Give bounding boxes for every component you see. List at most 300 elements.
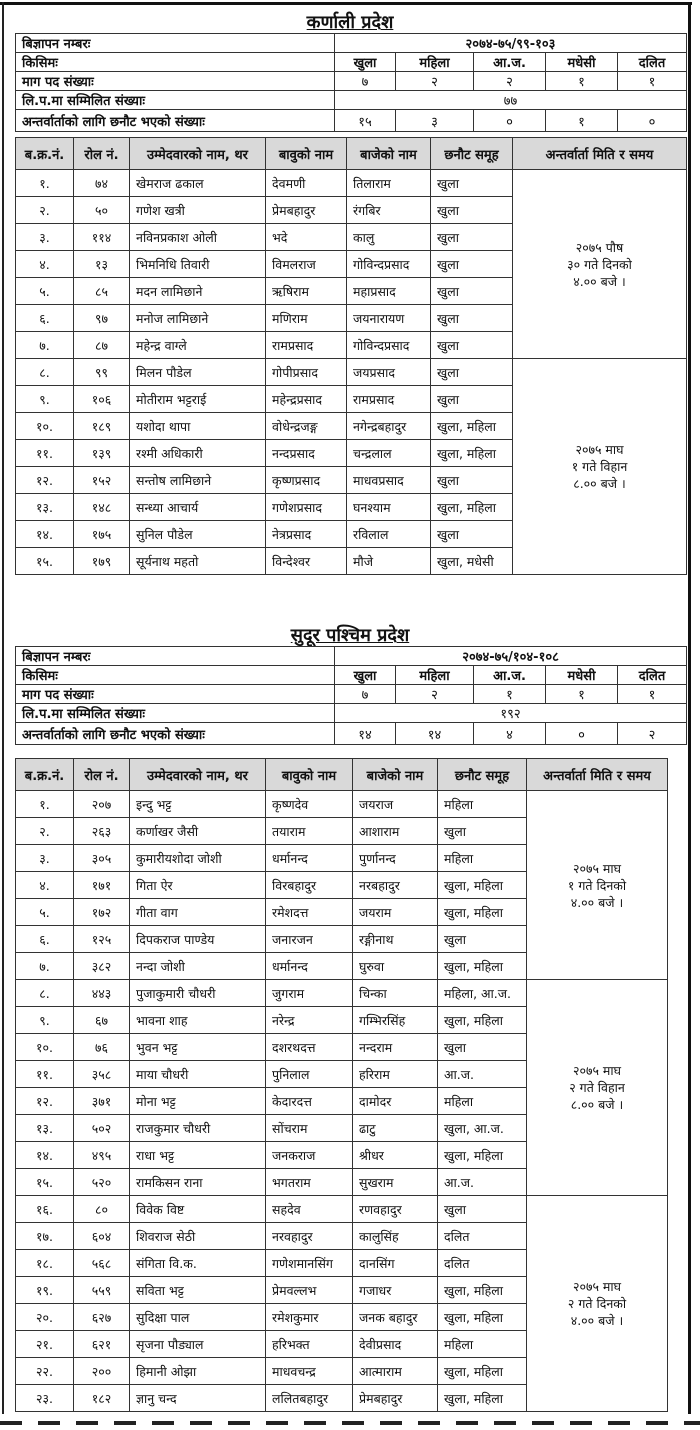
roll-number: ३५८ [74, 1061, 130, 1088]
candidates-table-karnali [15, 137, 687, 575]
grandfather-name: श्रीधर [353, 1142, 438, 1169]
candidate-name: सूर्यनाथ महतो [130, 548, 266, 575]
father-name: ललितबहादुर [266, 1385, 353, 1412]
serial-number: १०. [16, 1034, 74, 1061]
grandfather-name: आत्माराम [353, 1358, 438, 1385]
roll-number: ५० [74, 197, 130, 224]
selection-group: खुला [431, 332, 513, 359]
serial-number: १०. [16, 413, 74, 440]
page-border-left [2, 2, 4, 1414]
candidate-name: मिलन पौडेल [130, 359, 266, 386]
interview-time: २०७५ माघ २ गते दिनको ४.०० बजे । [527, 1196, 668, 1412]
roll-number: १७१ [74, 872, 130, 899]
candidate-name: मनोज लामिछाने [130, 305, 266, 332]
candidate-name: सृजना पौड्याल [130, 1331, 266, 1358]
selected-value: ४ [474, 723, 546, 745]
demand-label: माग पद संख्याः [16, 72, 335, 91]
grandfather-name: दानसिंग [353, 1250, 438, 1277]
roll-number: ४४३ [74, 980, 130, 1007]
roll-number: १०६ [74, 386, 130, 413]
info-row-selected [16, 110, 687, 132]
column-header: अन्तर्वार्ता मिति र समय [513, 138, 687, 170]
selection-group: खुला, महिला [438, 1277, 527, 1304]
serial-number: ४. [16, 872, 74, 899]
grandfather-name: कालुसिंह [353, 1223, 438, 1250]
info-row-types [16, 53, 687, 72]
selection-group: महिला [438, 845, 527, 872]
father-name: तयाराम [266, 818, 353, 845]
demand-value: ७ [335, 72, 396, 91]
serial-number: १४. [16, 1142, 74, 1169]
candidate-name: भुवन भट्ट [130, 1034, 266, 1061]
selection-group: खुला, महिला [438, 1142, 527, 1169]
candidate-name: माया चौधरी [130, 1061, 266, 1088]
candidate-name: पुजाकुमारी चौधरी [130, 980, 266, 1007]
roll-number: ६२१ [74, 1331, 130, 1358]
candidate-name: राधा भट्ट [130, 1142, 266, 1169]
info-row-types [16, 666, 687, 685]
father-name: पुनिलाल [266, 1061, 353, 1088]
candidate-name: मोना भट्ट [130, 1088, 266, 1115]
column-header: ब.क्र.नं. [16, 138, 74, 170]
selected-value: १ [546, 110, 618, 132]
selection-group: खुला, महिला [431, 494, 513, 521]
father-name: सोंचराम [266, 1115, 353, 1142]
interview-time: २०७५ माघ १ गते विहान ८.०० बजे । [513, 359, 687, 575]
father-name: देवमणी [266, 170, 347, 197]
candidate-name: हिमानी ओझा [130, 1358, 266, 1385]
grandfather-name: आशाराम [353, 818, 438, 845]
serial-number: १४. [16, 521, 74, 548]
roll-number: १७५ [74, 521, 130, 548]
father-name: धर्मानन्द [266, 845, 353, 872]
candidate-name: मोतीराम भट्टराई [130, 386, 266, 413]
father-name: कृष्णप्रसाद [266, 467, 347, 494]
roll-number: ५२० [74, 1169, 130, 1196]
father-name: रमेशदत्त [266, 899, 353, 926]
selection-group: दलित [438, 1223, 527, 1250]
grandfather-name: नन्दराम [353, 1034, 438, 1061]
grandfather-name: ढाटु [353, 1115, 438, 1142]
selection-group: खुला [431, 170, 513, 197]
grandfather-name: मौजे [347, 548, 431, 575]
roll-number: ५५९ [74, 1277, 130, 1304]
grandfather-name: रामप्रसाद [347, 386, 431, 413]
serial-number: १३. [16, 494, 74, 521]
grandfather-name: चन्द्रलाल [347, 440, 431, 467]
column-header: अन्तर्वार्ता मिति र समय [527, 759, 668, 791]
demand-value: १ [618, 72, 687, 91]
selection-group: खुला, महिला [438, 1385, 527, 1412]
grandfather-name: गोविन्दप्रसाद [347, 332, 431, 359]
serial-number: १. [16, 170, 74, 197]
column-header: उम्मेदवारको नाम, थर [130, 138, 266, 170]
grandfather-name: माधवप्रसाद [347, 467, 431, 494]
serial-number: ४. [16, 251, 74, 278]
type-header: खुला [335, 666, 396, 685]
info-row-written [16, 91, 687, 110]
column-header: उम्मेदवारको नाम, थर [130, 759, 266, 791]
grandfather-name: जयराज [353, 791, 438, 818]
selection-group: खुला, महिला [438, 899, 527, 926]
father-name: नरवहादुर [266, 1223, 353, 1250]
written-exam-label: लि.प.मा सम्मिलित संख्याः [16, 91, 335, 110]
roll-number: १५२ [74, 467, 130, 494]
selection-group: खुला [431, 224, 513, 251]
interview-time: २०७५ माघ १ गते दिनको ४.०० बजे । [527, 791, 668, 980]
column-header: छनौट समूह [438, 759, 527, 791]
roll-number: ७४ [74, 170, 130, 197]
father-name: धर्मानन्द [266, 953, 353, 980]
grandfather-name: हरिराम [353, 1061, 438, 1088]
father-name: भदे [266, 224, 347, 251]
serial-number: १९. [16, 1277, 74, 1304]
table-header-row [16, 138, 687, 170]
roll-number: २०७ [74, 791, 130, 818]
grandfather-name: देवीप्रसाद [353, 1331, 438, 1358]
grandfather-name: रङ्गीनाथ [353, 926, 438, 953]
candidate-name: रामकिसन राना [130, 1169, 266, 1196]
candidate-name: इन्दु भट्ट [130, 791, 266, 818]
selection-group: खुला [431, 467, 513, 494]
grandfather-name: पुर्णानन्द [353, 845, 438, 872]
info-row-demand [16, 685, 687, 704]
selection-group: खुला [438, 818, 527, 845]
serial-number: १५. [16, 548, 74, 575]
selection-group: खुला, महिला [438, 1007, 527, 1034]
serial-number: १३. [16, 1115, 74, 1142]
candidate-name: भावना शाह [130, 1007, 266, 1034]
type-header: आ.ज. [474, 53, 546, 72]
roll-number: ११४ [74, 224, 130, 251]
candidate-name: सुदिक्षा पाल [130, 1304, 266, 1331]
father-name: जनारजन [266, 926, 353, 953]
father-name: भगतराम [266, 1169, 353, 1196]
table-row [16, 980, 668, 1007]
page-border-top [0, 2, 692, 5]
candidate-name: मदन लामिछाने [130, 278, 266, 305]
selection-group: खुला [431, 251, 513, 278]
grandfather-name: गजाधर [353, 1277, 438, 1304]
father-name: रमेशकुमार [266, 1304, 353, 1331]
info-row-written [16, 704, 687, 723]
father-name: प्रेमवल्लभ [266, 1277, 353, 1304]
table-row [16, 359, 687, 386]
roll-number: ३७१ [74, 1088, 130, 1115]
dashed-separator [0, 1421, 700, 1425]
selection-group: खुला [431, 521, 513, 548]
type-header: खुला [335, 53, 396, 72]
demand-value: १ [618, 685, 687, 704]
type-header: महिला [396, 53, 474, 72]
grandfather-name: गोविन्दप्रसाद [347, 251, 431, 278]
roll-number: १७९ [74, 548, 130, 575]
type-header: दलित [618, 666, 687, 685]
selection-group: खुला [431, 278, 513, 305]
candidate-name: सन्तोष लामिछाने [130, 467, 266, 494]
father-name: माधवचन्द्र [266, 1358, 353, 1385]
roll-number: १२५ [74, 926, 130, 953]
serial-number: १८. [16, 1250, 74, 1277]
serial-number: २१. [16, 1331, 74, 1358]
roll-number: ३०५ [74, 845, 130, 872]
roll-number: ५०२ [74, 1115, 130, 1142]
type-label: किसिमः [16, 53, 335, 72]
serial-number: १२. [16, 1088, 74, 1115]
candidate-name: रश्मी अधिकारी [130, 440, 266, 467]
demand-value: २ [396, 72, 474, 91]
candidate-name: ज्ञानु चन्द [130, 1385, 266, 1412]
roll-number: १३९ [74, 440, 130, 467]
grandfather-name: जयराम [353, 899, 438, 926]
grandfather-name: चिन्का [353, 980, 438, 1007]
father-name: जनकराज [266, 1142, 353, 1169]
grandfather-name: प्रेमबहादुर [353, 1385, 438, 1412]
grandfather-name: नगेन्द्रबहादुर [347, 413, 431, 440]
roll-number: ८५ [74, 278, 130, 305]
selection-group: खुला [431, 386, 513, 413]
selected-value: ० [546, 723, 618, 745]
serial-number: १७. [16, 1223, 74, 1250]
column-header: रोल नं. [74, 138, 130, 170]
written-exam-value: १९२ [335, 704, 687, 723]
candidate-name: सविता भट्ट [130, 1277, 266, 1304]
serial-number: ५. [16, 899, 74, 926]
roll-number: १७२ [74, 899, 130, 926]
grandfather-name: जयनारायण [347, 305, 431, 332]
selected-value: २ [618, 723, 687, 745]
selected-value: ० [474, 110, 546, 132]
father-name: विमलराज [266, 251, 347, 278]
serial-number: २२. [16, 1358, 74, 1385]
father-name: गणेशप्रसाद [266, 494, 347, 521]
candidate-name: कुमारीयशोदा जोशी [130, 845, 266, 872]
table-row [16, 170, 687, 197]
roll-number: ४९५ [74, 1142, 130, 1169]
grandfather-name: रंगबिर [347, 197, 431, 224]
serial-number: १५. [16, 1169, 74, 1196]
section-title-sudurpaschim: सुदूर पश्चिम प्रदेश [290, 625, 410, 646]
roll-number: ९९ [74, 359, 130, 386]
candidate-name: महेन्द्र वाग्ले [130, 332, 266, 359]
serial-number: २०. [16, 1304, 74, 1331]
demand-value: १ [474, 685, 546, 704]
grandfather-name: घुरुवा [353, 953, 438, 980]
grandfather-name: घनश्याम [347, 494, 431, 521]
father-name: जुगराम [266, 980, 353, 1007]
page-border-right [688, 2, 691, 1414]
serial-number: २. [16, 197, 74, 224]
selection-group: महिला, आ.ज. [438, 980, 527, 1007]
selection-group: आ.ज. [438, 1061, 527, 1088]
grandfather-name: महाप्रसाद [347, 278, 431, 305]
candidate-name: भिमनिधि तिवारी [130, 251, 266, 278]
demand-value: २ [474, 72, 546, 91]
selection-group: खुला, महिला [431, 413, 513, 440]
info-row-selected [16, 723, 687, 745]
candidate-name: कर्णाखर जैसी [130, 818, 266, 845]
selected-value: ३ [396, 110, 474, 132]
serial-number: ११. [16, 1061, 74, 1088]
selection-group: महिला [438, 1088, 527, 1115]
column-header: रोल नं. [74, 759, 130, 791]
selection-group: आ.ज. [438, 1169, 527, 1196]
serial-number: ७. [16, 953, 74, 980]
info-table-sudurpaschim [15, 646, 687, 745]
serial-number: ६. [16, 926, 74, 953]
candidate-name: यशोदा थापा [130, 413, 266, 440]
demand-value: १ [546, 685, 618, 704]
ad-number-label: बिज्ञापन नम्बरः [16, 34, 335, 53]
father-name: महेन्द्रप्रसाद [266, 386, 347, 413]
candidates-table-sudurpaschim [15, 758, 668, 1412]
roll-number: ५६८ [74, 1250, 130, 1277]
father-name: गणेशमानसिंग [266, 1250, 353, 1277]
selected-value: १४ [335, 723, 396, 745]
selected-label: अन्तर्वार्ताको लागि छनौट भएको संख्याः [16, 723, 335, 745]
candidate-name: शिवराज सेठी [130, 1223, 266, 1250]
father-name: केदारदत्त [266, 1088, 353, 1115]
candidate-name: दिपकराज पाण्डेय [130, 926, 266, 953]
ad-number-value: २०७४-७५/१०४-१०८ [335, 647, 687, 666]
table-header-row [16, 759, 668, 791]
selection-group: खुला [438, 1196, 527, 1223]
type-header: आ.ज. [474, 666, 546, 685]
father-name: दशरथदत्त [266, 1034, 353, 1061]
grandfather-name: सुखराम [353, 1169, 438, 1196]
selection-group: खुला [438, 1034, 527, 1061]
info-row-ad-number [16, 34, 687, 53]
column-header: बावुको नाम [266, 759, 353, 791]
candidate-name: संगिता वि.क. [130, 1250, 266, 1277]
selection-group: महिला [438, 1331, 527, 1358]
father-name: वोधेन्द्रजङ्ग [266, 413, 347, 440]
grandfather-name: तिलाराम [347, 170, 431, 197]
roll-number: ६०४ [74, 1223, 130, 1250]
column-header: ब.क्र.नं. [16, 759, 74, 791]
roll-number: ९७ [74, 305, 130, 332]
section-title-karnali: कर्णाली प्रदेश [306, 12, 394, 33]
selection-group: दलित [438, 1250, 527, 1277]
grandfather-name: जनक बहादुर [353, 1304, 438, 1331]
ad-number-value: २०७४-७५/९९-१०३ [335, 34, 687, 53]
serial-number: ८. [16, 359, 74, 386]
selection-group: खुला [438, 926, 527, 953]
father-name: विन्देश्वर [266, 548, 347, 575]
column-header: बावुको नाम [266, 138, 347, 170]
table-row [16, 791, 668, 818]
father-name: रामप्रसाद [266, 332, 347, 359]
type-header: मधेसी [546, 666, 618, 685]
roll-number: २०० [74, 1358, 130, 1385]
father-name: नेत्रप्रसाद [266, 521, 347, 548]
grandfather-name: कालु [347, 224, 431, 251]
selection-group: खुला, महिला [438, 1358, 527, 1385]
candidate-name: गिता ऐर [130, 872, 266, 899]
type-header: महिला [396, 666, 474, 685]
interview-time: २०७५ माघ २ गते विहान ८.०० बजे । [527, 980, 668, 1196]
serial-number: ९. [16, 1007, 74, 1034]
serial-number: ३. [16, 224, 74, 251]
selection-group: खुला [431, 359, 513, 386]
grandfather-name: गम्भिरसिंह [353, 1007, 438, 1034]
info-row-ad-number [16, 647, 687, 666]
table-row [16, 1196, 668, 1223]
serial-number: ५. [16, 278, 74, 305]
grandfather-name: नरबहादुर [353, 872, 438, 899]
info-table-karnali [15, 33, 687, 132]
serial-number: १६. [16, 1196, 74, 1223]
candidate-name: राजकुमार चौधरी [130, 1115, 266, 1142]
serial-number: १. [16, 791, 74, 818]
ad-number-label: बिज्ञापन नम्बरः [16, 647, 335, 666]
demand-value: २ [396, 685, 474, 704]
candidate-name: सुनिल पौडेल [130, 521, 266, 548]
father-name: विरबहादुर [266, 872, 353, 899]
written-exam-value: ७७ [335, 91, 687, 110]
demand-value: ७ [335, 685, 396, 704]
selection-group: खुला, महिला [438, 872, 527, 899]
roll-number: ६२७ [74, 1304, 130, 1331]
grandfather-name: दामोदर [353, 1088, 438, 1115]
candidate-name: विवेक विष्ट [130, 1196, 266, 1223]
selected-value: १४ [396, 723, 474, 745]
selection-group: खुला, आ.ज. [438, 1115, 527, 1142]
selected-label: अन्तर्वार्ताको लागि छनौट भएको संख्याः [16, 110, 335, 132]
grandfather-name: रणवहादुर [353, 1196, 438, 1223]
selection-group: खुला, महिला [431, 440, 513, 467]
selection-group: महिला [438, 791, 527, 818]
father-name: सहदेव [266, 1196, 353, 1223]
father-name: प्रेमबहादुर [266, 197, 347, 224]
demand-value: १ [546, 72, 618, 91]
roll-number: ३८२ [74, 953, 130, 980]
serial-number: ८. [16, 980, 74, 1007]
father-name: नरेन्द्र [266, 1007, 353, 1034]
selected-value: ० [618, 110, 687, 132]
selected-value: १५ [335, 110, 396, 132]
serial-number: ९. [16, 386, 74, 413]
roll-number: ८७ [74, 332, 130, 359]
roll-number: २६३ [74, 818, 130, 845]
candidate-name: गीता वाग [130, 899, 266, 926]
serial-number: २३. [16, 1385, 74, 1412]
candidate-name: नविनप्रकाश ओली [130, 224, 266, 251]
column-header: बाजेको नाम [347, 138, 431, 170]
selection-group: खुला [431, 197, 513, 224]
father-name: कृष्णदेव [266, 791, 353, 818]
column-header: बाजेको नाम [353, 759, 438, 791]
roll-number: १८२ [74, 1385, 130, 1412]
selection-group: खुला, महिला [438, 953, 527, 980]
roll-number: १४८ [74, 494, 130, 521]
serial-number: २. [16, 818, 74, 845]
roll-number: ७६ [74, 1034, 130, 1061]
serial-number: १२. [16, 467, 74, 494]
roll-number: १३ [74, 251, 130, 278]
father-name: ऋषिराम [266, 278, 347, 305]
candidate-name: सन्ध्या आचार्य [130, 494, 266, 521]
serial-number: ६. [16, 305, 74, 332]
serial-number: ७. [16, 332, 74, 359]
candidate-name: नन्दा जोशी [130, 953, 266, 980]
selection-group: खुला, मधेसी [431, 548, 513, 575]
candidate-name: गणेश खत्री [130, 197, 266, 224]
type-header: दलित [618, 53, 687, 72]
demand-label: माग पद संख्याः [16, 685, 335, 704]
serial-number: ३. [16, 845, 74, 872]
serial-number: ११. [16, 440, 74, 467]
